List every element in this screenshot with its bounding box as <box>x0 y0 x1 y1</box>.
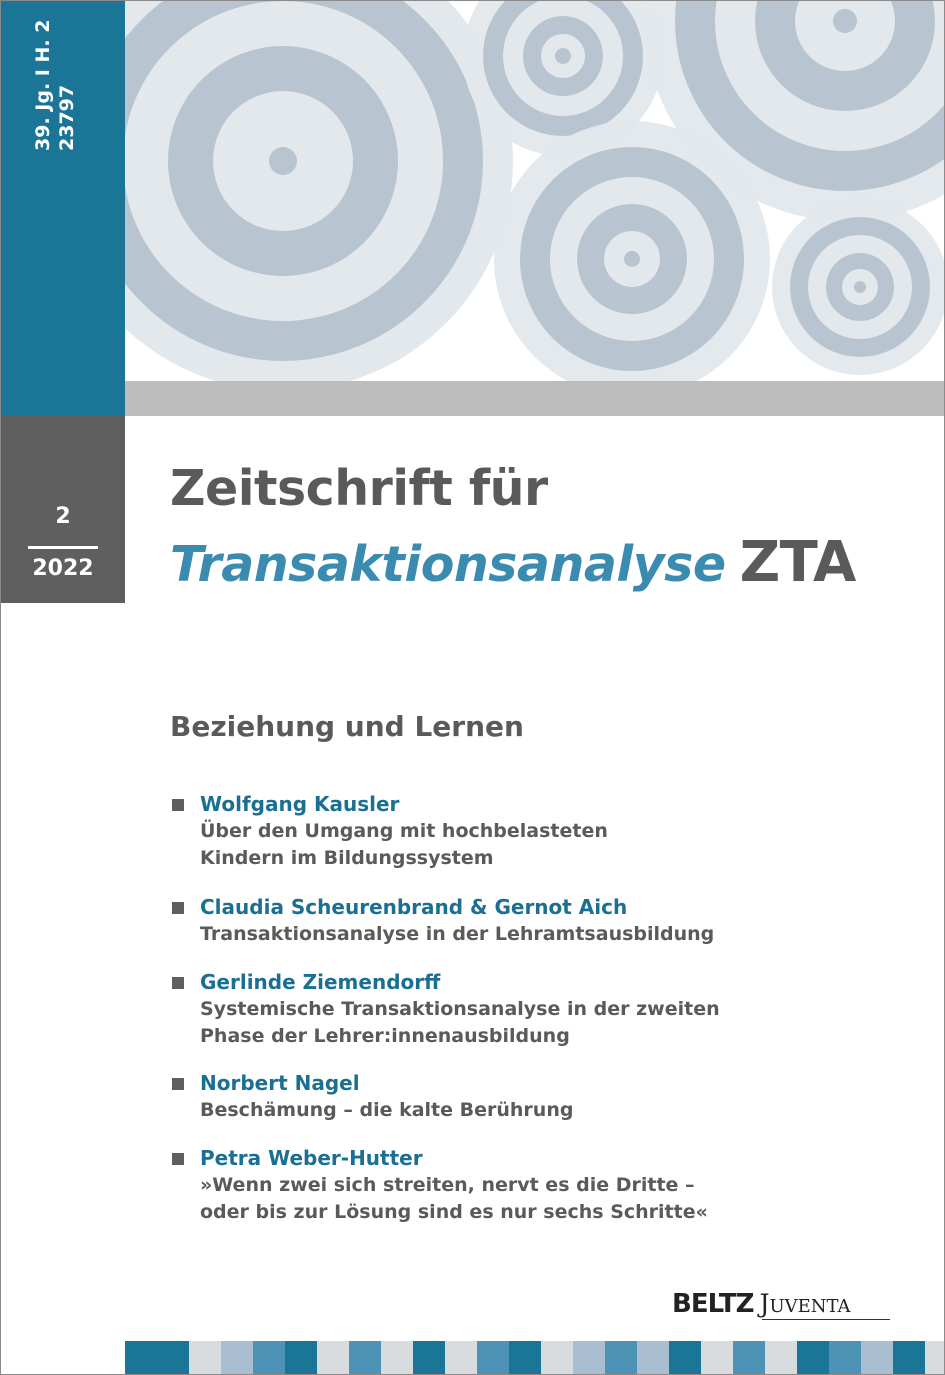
article-title-line: Über den Umgang mit hochbelasteten <box>200 820 608 842</box>
bullet-icon <box>172 902 184 914</box>
volume-bar <box>1 1 125 416</box>
bullet-icon <box>172 977 184 989</box>
publisher-name-serif: Juventa <box>759 1289 851 1318</box>
issue-number: 2 <box>55 504 71 529</box>
color-square <box>797 1341 829 1374</box>
color-square <box>221 1341 253 1374</box>
issue-divider <box>28 546 98 549</box>
article-title-line: Beschämung – die kalte Berührung <box>200 1099 574 1121</box>
target-large <box>125 1 513 381</box>
color-square <box>189 1341 221 1374</box>
volume-line-1: 39. Jg. I H. 2 <box>32 19 54 151</box>
journal-title-line-2 <box>170 530 856 595</box>
color-square <box>253 1341 285 1374</box>
article-title-line: Systemische Transaktionsanalyse in der zweiten <box>200 998 720 1020</box>
article-author: Petra Weber-Hutter <box>200 1146 423 1170</box>
target-small-right <box>772 199 944 375</box>
color-square <box>381 1341 413 1374</box>
article-author: Claudia Scheurenbrand & Gernot Aich <box>200 895 628 919</box>
bullet-icon <box>172 1153 184 1165</box>
color-square <box>893 1341 925 1374</box>
journal-abbreviation: ZTA <box>739 530 856 595</box>
color-square-band <box>125 1341 944 1374</box>
color-square <box>765 1341 797 1374</box>
color-square <box>637 1341 669 1374</box>
color-square <box>125 1341 189 1374</box>
issue-theme: Beziehung und Lernen <box>170 710 524 743</box>
color-square <box>413 1341 445 1374</box>
publisher-logo <box>672 1289 851 1319</box>
color-square <box>669 1341 701 1374</box>
article-author: Gerlinde Ziemendorff <box>200 970 441 994</box>
color-square <box>541 1341 573 1374</box>
journal-title-line-1: Zeitschrift für <box>170 460 548 517</box>
concentric-circles-graphic <box>125 1 944 381</box>
color-square <box>605 1341 637 1374</box>
color-square <box>573 1341 605 1374</box>
journal-title-main: Transaktionsanalyse <box>170 536 726 593</box>
color-square <box>925 1341 944 1374</box>
volume-info <box>31 20 79 151</box>
issue-box <box>1 416 125 603</box>
color-square <box>477 1341 509 1374</box>
article-title-line: Kindern im Bildungssystem <box>200 847 494 869</box>
issue-year: 2022 <box>32 556 94 581</box>
grey-divider-strip <box>125 381 944 416</box>
volume-line-2: 23797 <box>56 84 78 151</box>
circle-artwork <box>125 1 944 381</box>
color-square <box>445 1341 477 1374</box>
article-title-line: Phase der Lehrer:innenausbildung <box>200 1025 570 1047</box>
bullet-icon <box>172 1078 184 1090</box>
article-author: Norbert Nagel <box>200 1071 360 1095</box>
article-title-line: oder bis zur Lösung sind es nur sechs Schritte« <box>200 1201 708 1223</box>
color-square <box>317 1341 349 1374</box>
publisher-name-bold: BELTZ <box>672 1289 754 1319</box>
article-author: Wolfgang Kausler <box>200 792 400 816</box>
color-square <box>349 1341 381 1374</box>
color-square <box>701 1341 733 1374</box>
color-square <box>509 1341 541 1374</box>
article-title-line: »Wenn zwei sich streiten, nervt es die Dritte – <box>200 1174 695 1196</box>
color-square <box>285 1341 317 1374</box>
color-square <box>829 1341 861 1374</box>
color-square <box>861 1341 893 1374</box>
article-title-line: Transaktionsanalyse in der Lehramtsausbildung <box>200 923 715 945</box>
publisher-underline <box>762 1319 890 1320</box>
bullet-icon <box>172 799 184 811</box>
color-square <box>733 1341 765 1374</box>
